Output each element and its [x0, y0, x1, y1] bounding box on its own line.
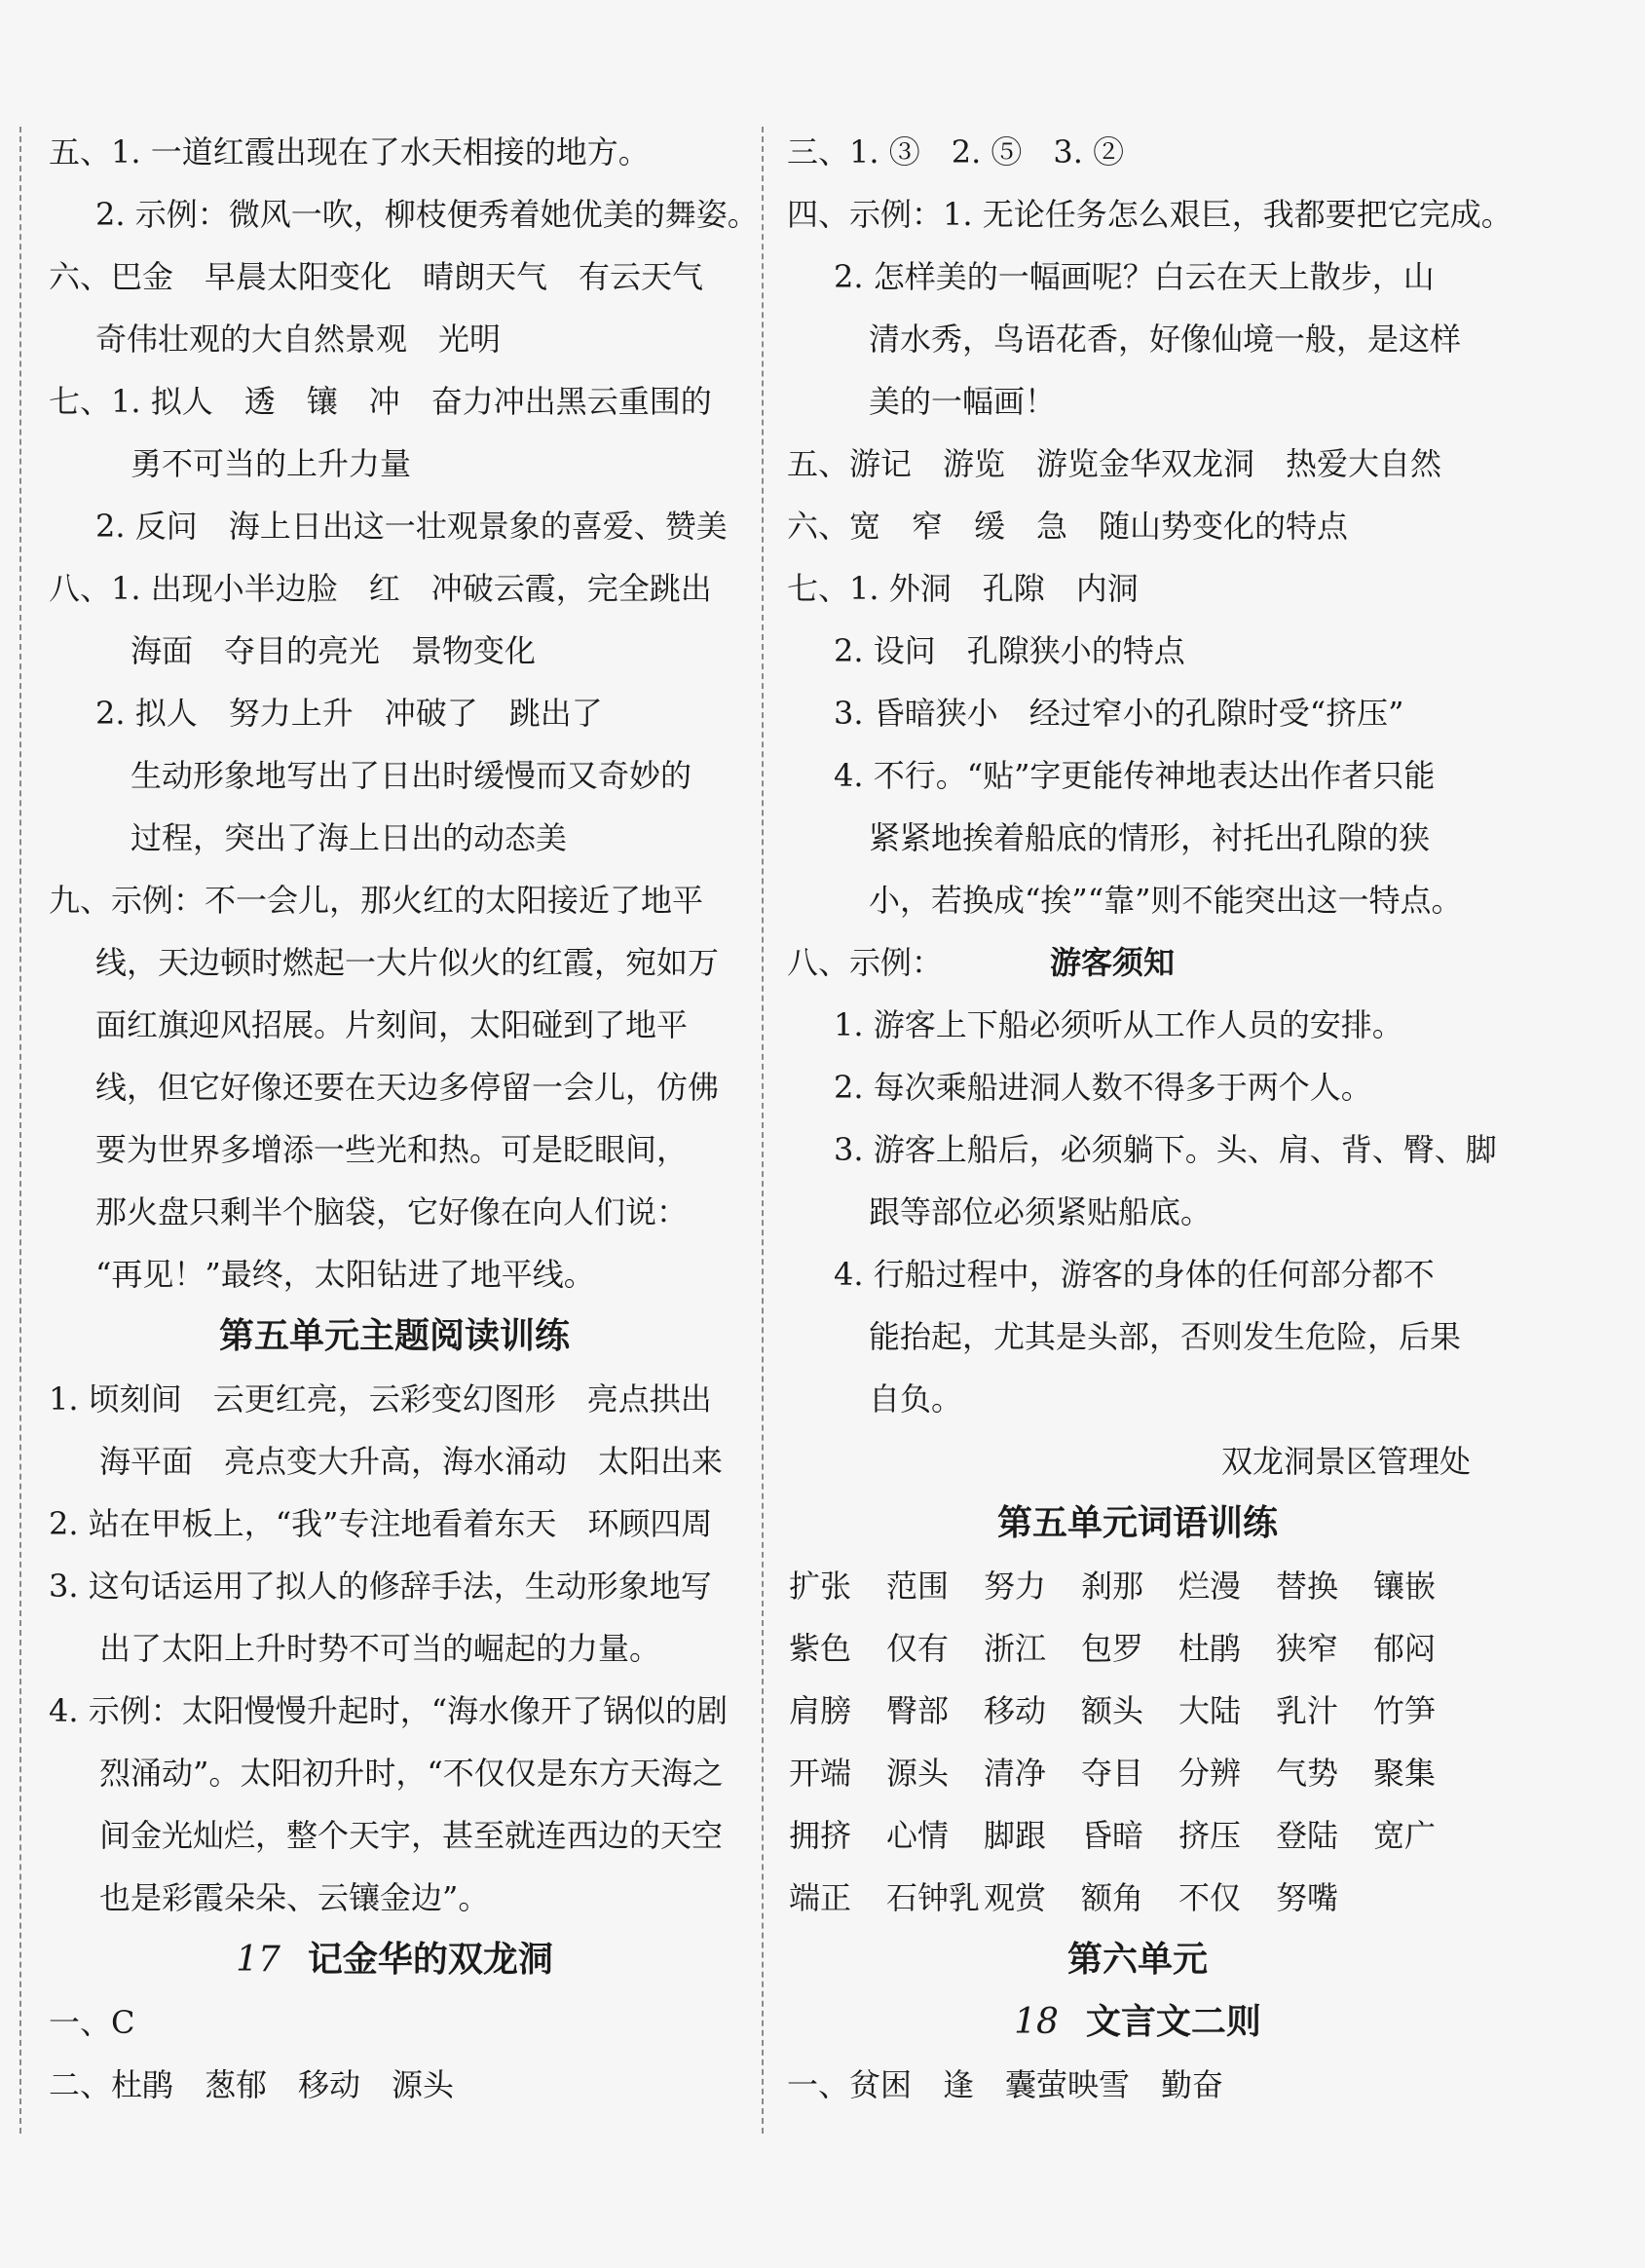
- answer-line: 出了太阳上升时势不可当的崛起的力量。: [99, 1630, 661, 1667]
- answer-line: 能抬起，尤其是头部，否则发生危险，后果: [869, 1318, 1462, 1355]
- answer-line: 小，若换成“挨”“靠”则不能突出这一特点。: [869, 882, 1463, 919]
- answer-line: 3. 游客上船后，必须躺下。头、肩、背、臀、脚: [834, 1131, 1497, 1168]
- answer-line: 要为世界多增添一些光和热。可是眨眼间，: [95, 1131, 689, 1168]
- vocab-word: 浙江: [984, 1630, 1047, 1667]
- section-heading: 第五单元主题阅读训练: [218, 1316, 570, 1356]
- vocab-word: 登陆: [1276, 1817, 1339, 1854]
- answer-line: 紧紧地挨着船底的情形，衬托出孔隙的狭: [869, 819, 1431, 856]
- answer-line: 2. 站在甲板上，“我”专注地看着东天 环顾四周: [49, 1505, 713, 1542]
- answer-line: 一、C: [49, 2004, 135, 2041]
- vocab-word: 乳汁: [1276, 1692, 1339, 1729]
- answer-line: 烈涌动”。太阳初升时，“不仅仅是东方天海之: [99, 1755, 724, 1792]
- answer-line: 2. 拟人 努力上升 冲破了 跳出了: [95, 695, 603, 732]
- answer-line: 八、1. 出现小半边脸 红 冲破云霞，完全跳出: [49, 570, 712, 607]
- answer-line: 七、1. 拟人 透 镶 冲 奋力冲出黑云重围的: [49, 383, 712, 420]
- vocab-word: 石钟乳: [886, 1879, 981, 1916]
- vocab-word: 烂漫: [1178, 1568, 1242, 1605]
- word-row: [787, 1742, 1488, 1804]
- vocab-word: 移动: [984, 1692, 1047, 1729]
- answer-line: 间金光灿烂，整个天宇，甚至就连西边的天空: [99, 1817, 724, 1854]
- answer-line: 2. 怎样美的一幅画呢？白云在天上散步，山: [834, 258, 1435, 295]
- vocab-word: 竹笋: [1373, 1692, 1437, 1729]
- vocab-word: 额头: [1081, 1692, 1144, 1729]
- word-row: [787, 1804, 1488, 1867]
- answer-line: 清水秀，鸟语花香，好像仙境一般，是这样: [869, 321, 1462, 358]
- vocab-word: 挤压: [1178, 1817, 1242, 1854]
- answer-line: 2. 每次乘船进洞人数不得多于两个人。: [834, 1069, 1372, 1106]
- answer-line: 1. 顷刻间 云更红亮，云彩变幻图形 亮点拱出: [49, 1380, 712, 1418]
- answer-line: 五、游记 游览 游览金华双龙洞 热爱大自然: [787, 445, 1442, 482]
- vocab-word: 观赏: [984, 1879, 1047, 1916]
- vocab-word: 肩膀: [789, 1692, 852, 1729]
- vocab-word: 不仅: [1178, 1879, 1242, 1916]
- answer-line: 跟等部位必须紧贴船底。: [869, 1193, 1213, 1230]
- answer-line: 4. 行船过程中，游客的身体的任何部分都不: [834, 1256, 1435, 1293]
- column-divider-dashed-line: [762, 127, 764, 2134]
- lesson-heading: [49, 1929, 740, 1991]
- vocab-word: 夺目: [1081, 1755, 1144, 1792]
- answer-line: 二、杜鹃 葱郁 移动 源头: [49, 2066, 455, 2103]
- vocab-word: 开端: [789, 1755, 852, 1792]
- vocab-word: 端正: [789, 1879, 852, 1916]
- vocab-word: 镶嵌: [1373, 1568, 1437, 1605]
- vocab-word: 分辨: [1178, 1755, 1242, 1792]
- vocab-word: 紫色: [789, 1630, 852, 1667]
- vocab-word: 仅有: [886, 1630, 950, 1667]
- answer-line: 1. 游客上下船必须听从工作人员的安排。: [834, 1006, 1403, 1043]
- answer-line: [787, 931, 1488, 994]
- word-row: [787, 1867, 1488, 1929]
- answer-line: 那火盘只剩半个脑袋，它好像在向人们说：: [95, 1193, 689, 1230]
- lesson-number: 18: [1014, 2002, 1059, 2042]
- word-grid: [787, 1555, 1488, 1929]
- answer-line: 勇不可当的上升力量: [131, 445, 412, 482]
- answer-line: 也是彩霞朵朵、云镶金边”。: [99, 1879, 490, 1916]
- vocab-word: 脚跟: [984, 1817, 1047, 1854]
- answer-line: 四、示例：1. 无论任务怎么艰巨，我都要把它完成。: [787, 196, 1513, 233]
- answer-line: 九、示例：不一会儿，那火红的太阳接近了地平: [49, 882, 704, 919]
- answer-line: 4. 示例：太阳慢慢升起时，“海水像开了锅似的剧: [49, 1692, 729, 1729]
- vocab-word: 郁闷: [1373, 1630, 1437, 1667]
- right-column: [787, 121, 1513, 2116]
- answer-line: 2. 反问 海上日出这一壮观景象的喜爱、赞美: [95, 508, 728, 545]
- answer-line: 线，天边顿时燃起一大片似火的红霞，宛如万: [95, 944, 720, 981]
- word-row: [787, 1555, 1488, 1617]
- answer-line: “再见！”最终，太阳钻进了地平线。: [95, 1256, 595, 1293]
- answer-line: 线，但它好像还要在天边多停留一会儿，仿佛: [95, 1069, 720, 1106]
- unit-heading: 第六单元: [1066, 1940, 1208, 1980]
- answer-line: 2. 设问 孔隙狭小的特点: [834, 632, 1185, 669]
- vocab-word: 宽广: [1373, 1817, 1437, 1854]
- vocab-word: 狭窄: [1276, 1630, 1339, 1667]
- vocab-word: 心情: [886, 1817, 950, 1854]
- word-row: [787, 1617, 1488, 1680]
- answer-line: 美的一幅画！: [869, 383, 1057, 420]
- answer-line: 奇伟壮观的大自然景观 光明: [95, 321, 502, 358]
- notice-signature: 双龙洞景区管理处: [1220, 1443, 1471, 1480]
- section-heading: 第五单元词语训练: [996, 1503, 1278, 1543]
- vocab-word: 源头: [886, 1755, 950, 1792]
- lesson-heading: [787, 1991, 1488, 2054]
- answer-line: 一、贫困 逢 囊萤映雪 勤奋: [787, 2066, 1224, 2103]
- vocab-word: 杜鹃: [1178, 1630, 1242, 1667]
- vocab-word: 大陆: [1178, 1692, 1242, 1729]
- answer-line: 海面 夺目的亮光 景物变化: [131, 632, 537, 669]
- notice-title: 游客须知: [1050, 944, 1176, 981]
- answer-line: 3. 这句话运用了拟人的修辞手法，生动形象地写: [49, 1568, 712, 1605]
- vocab-word: 清净: [984, 1755, 1047, 1792]
- vocab-word: 昏暗: [1081, 1817, 1144, 1854]
- vocab-word: 气势: [1276, 1755, 1339, 1792]
- answer-line: 三、1. ③ 2. ⑤ 3. ②: [787, 133, 1125, 170]
- answer-line: 海平面 亮点变大升高，海水涌动 太阳出来: [99, 1443, 724, 1480]
- answer-line: 3. 昏暗狭小 经过窄小的孔隙时受“挤压”: [834, 695, 1404, 732]
- vocab-word: 包罗: [1081, 1630, 1144, 1667]
- answer-line: 面红旗迎风招展。片刻间，太阳碰到了地平: [95, 1006, 689, 1043]
- vocab-word: 聚集: [1373, 1755, 1437, 1792]
- vocab-word: 努力: [984, 1568, 1047, 1605]
- answer-line: 过程，突出了海上日出的动态美: [131, 819, 568, 856]
- answer-line: 六、巴金 早晨太阳变化 晴朗天气 有云天气: [49, 258, 704, 295]
- vocab-word: 臀部: [886, 1692, 950, 1729]
- answer-line: 4. 不行。“贴”字更能传神地表达出作者只能: [834, 757, 1436, 794]
- answer-line: 七、1. 外洞 孔隙 内洞: [787, 570, 1139, 607]
- answer-line: 生动形象地写出了日出时缓慢而又奇妙的: [131, 757, 692, 794]
- lesson-number: 17: [236, 1940, 280, 1980]
- left-margin-dashed-line: [19, 127, 21, 2134]
- word-row: [787, 1680, 1488, 1742]
- answer-line: 六、宽 窄 缓 急 随山势变化的特点: [787, 508, 1349, 545]
- vocab-word: 拥挤: [789, 1817, 852, 1854]
- lesson-title: 记金华的双龙洞: [307, 1940, 553, 1980]
- left-column: [49, 121, 759, 2116]
- answer-line: 五、1. 一道红霞出现在了水天相接的地方。: [49, 133, 650, 170]
- answer-line: 自负。: [869, 1380, 963, 1418]
- vocab-word: 扩张: [789, 1568, 852, 1605]
- vocab-word: 努嘴: [1276, 1879, 1339, 1916]
- lesson-title: 文言文二则: [1085, 2002, 1261, 2042]
- vocab-word: 刹那: [1081, 1568, 1144, 1605]
- vocab-word: 额角: [1081, 1879, 1144, 1916]
- vocab-word: 替换: [1276, 1568, 1339, 1605]
- answer-line: 2. 示例：微风一吹，柳枝便秀着她优美的舞姿。: [95, 196, 759, 233]
- vocab-word: 范围: [886, 1568, 950, 1605]
- example-label: 八、示例：: [787, 944, 944, 981]
